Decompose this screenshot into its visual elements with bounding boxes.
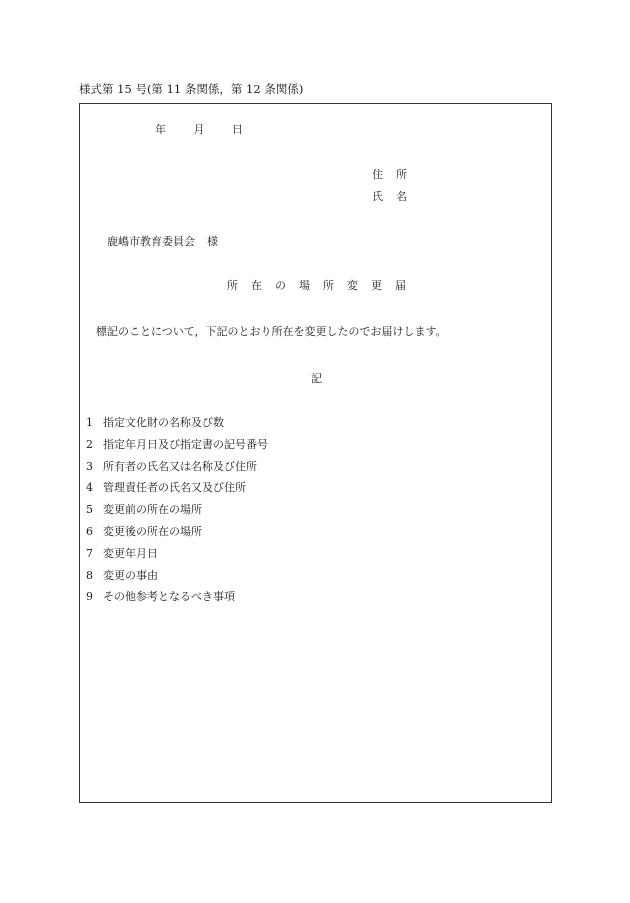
- ki-heading: 記: [311, 372, 322, 385]
- item-number: 3: [86, 459, 93, 473]
- item-label: 変更年月日: [103, 546, 158, 560]
- list-item: [86, 546, 268, 568]
- item-label: 管理責任者の氏名又及び住所: [103, 481, 246, 495]
- date-month-label: 月: [193, 123, 205, 136]
- form-frame: [79, 103, 552, 803]
- item-label: 指定年月日及び指定書の記号番号: [103, 437, 268, 451]
- address-label: [372, 166, 407, 182]
- address-label-char-2: 所: [396, 168, 407, 181]
- item-label: 変更前の所在の場所: [103, 503, 202, 517]
- item-number: 6: [86, 524, 93, 538]
- date-day-label: 日: [232, 123, 243, 136]
- list-item: [86, 524, 268, 546]
- name-label-char-1: 氏: [372, 190, 383, 203]
- document-title: 所在の場所変更届: [227, 279, 419, 292]
- item-number: 1: [86, 416, 93, 429]
- item-list: [86, 415, 268, 611]
- name-label-char-2: 名: [396, 190, 407, 203]
- list-item: [86, 415, 268, 437]
- item-number: 4: [86, 481, 93, 495]
- recipient-name: 鹿嶋市教育委員会: [107, 235, 195, 248]
- date-year-label: 年: [155, 123, 166, 136]
- list-item: [86, 568, 268, 590]
- address-label-char-1: 住: [372, 168, 383, 181]
- date-line: [155, 121, 243, 137]
- item-number: 7: [86, 546, 93, 560]
- recipient: [107, 233, 218, 249]
- list-item: [86, 437, 268, 459]
- recipient-honorific: 様: [207, 235, 218, 248]
- body-text: 標記のことについて，下記のとおり所在を変更したのでお届けします。: [96, 325, 447, 338]
- item-label: 変更の事由: [103, 568, 158, 582]
- item-number: 8: [86, 568, 93, 582]
- item-label: 指定文化財の名称及び数: [103, 416, 224, 429]
- name-label: [372, 188, 407, 204]
- item-number: 2: [86, 437, 93, 451]
- form-number: 様式第 15 号(第 11 条関係，第 12 条関係): [79, 82, 304, 96]
- list-item: [86, 480, 268, 502]
- item-number: 9: [86, 590, 93, 604]
- list-item: [86, 502, 268, 524]
- item-label: 変更後の所在の場所: [103, 524, 202, 538]
- item-label: 所有者の氏名又は名称及び住所: [103, 459, 257, 473]
- item-number: 5: [86, 503, 93, 517]
- list-item: [86, 459, 268, 481]
- item-label: その他参考となるべき事項: [103, 590, 235, 604]
- list-item: [86, 589, 268, 611]
